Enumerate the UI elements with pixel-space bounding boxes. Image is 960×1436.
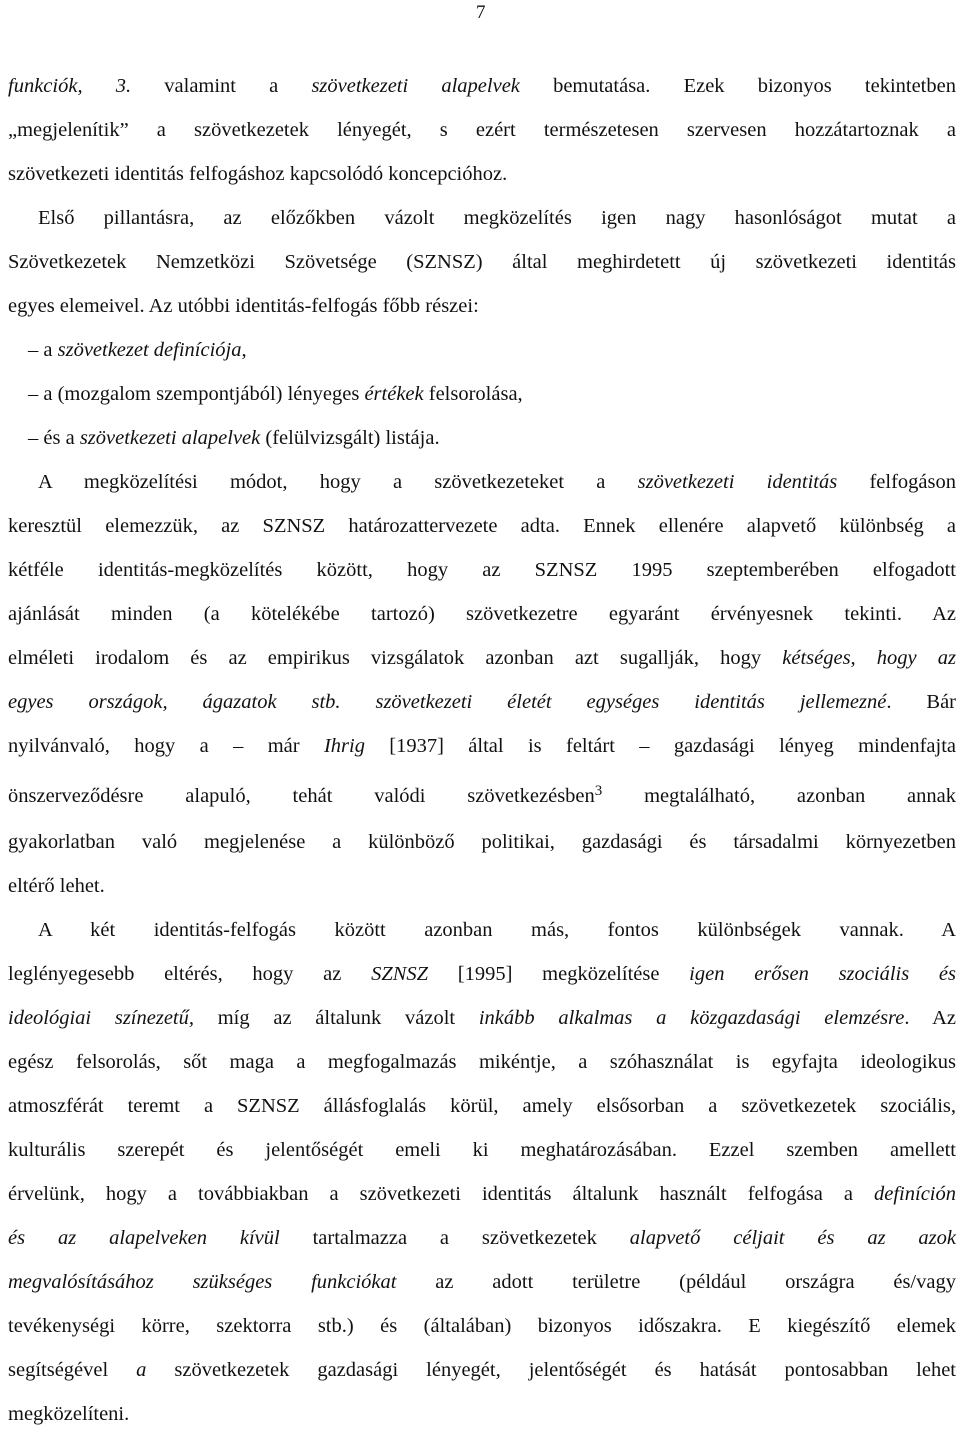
text-line: érvelünk, hogy a továbbiakban a szövetkezeti identitás általunk használt felfogása a definíción [8, 1183, 956, 1205]
text-line: A megközelítési módot, hogy a szövetkezeteket a szövetkezeti identitás felfogáson [38, 471, 956, 493]
text-line: ajánlását minden (a kötelékébe tartozó) szövetkezetre egyaránt érvényesnek tekinti. Az [8, 603, 956, 625]
text-line: segítségével a szövetkezetek gazdasági lényegét, jelentőségét és hatását pontosabban lehet [8, 1359, 956, 1381]
text-line: A két identitás-felfogás között azonban más, fontos különbségek vannak. A [38, 919, 956, 941]
text-line: önszerveződésre alapuló, tehát valódi szövetkezésben$^3$ megtalálható, azonban annak [8, 783, 956, 807]
text-line: egész felsorolás, sőt maga a megfogalmazás mikéntje, a szóhasználat is egyfajta ideologikus [8, 1051, 956, 1073]
text-line: Szövetkezetek Nemzetközi Szövetsége (SZNSZ) által meghirdetett új szövetkezeti identitás [8, 251, 956, 273]
text-line: keresztül elemezzük, az SZNSZ határozattervezete adta. Ennek ellenére alapvető különbség a [8, 515, 956, 537]
text-line: ideológiai színezetű, míg az általunk vázolt inkább alkalmas a közgazdasági elemzésre. Az [8, 1007, 956, 1029]
text-line: leglényegesebb eltérés, hogy az SZNSZ [1995] megközelítése igen erősen szociális és [8, 963, 956, 985]
text-line: atmoszférát teremt a SZNSZ állásfoglalás körül, amely elsősorban a szövetkezetek szociális, [8, 1095, 956, 1117]
list-item: – és a szövetkezeti alapelvek (felülvizsgált) listája. [28, 427, 440, 449]
text-line: funkciók, 3. valamint a szövetkezeti alapelvek bemutatása. Ezek bizonyos tekintetben [8, 75, 956, 97]
text-line: kétféle identitás-megközelítés között, hogy az SZNSZ 1995 szeptemberében elfogadott [8, 559, 956, 581]
text-line: és az alapelveken kívül tartalmazza a szövetkezetek alapvető céljait és az azok [8, 1227, 957, 1249]
text-line: megközelíteni. [8, 1403, 130, 1425]
text-line: kulturális szerepét és jelentőségét emeli ki meghatározásában. Ezzel szemben amellett [8, 1139, 956, 1161]
text-line: eltérő lehet. [8, 875, 105, 897]
document-body [8, 64, 956, 1436]
text-line: gyakorlatban való megjelenése a különböző politikai, gazdasági és társadalmi környezetben [8, 831, 956, 853]
text-line: megvalósításához szükséges funkciókat az adott területre (például országra és/vagy [8, 1271, 956, 1293]
text-line: Első pillantásra, az előzőkben vázolt megközelítés igen nagy hasonlóságot mutat a [38, 207, 956, 229]
page-number: 7 [476, 2, 486, 23]
text-line: szövetkezeti identitás felfogáshoz kapcsolódó koncepcióhoz. [8, 163, 508, 185]
text-line: egyes országok, ágazatok stb. szövetkezeti életét egységes identitás jellemezné. Bár [8, 691, 956, 713]
text-line: „megjelenítik” a szövetkezetek lényegét, s ezért természetesen szervesen hozzátartoznak a [8, 119, 956, 141]
text-line: elméleti irodalom és az empirikus vizsgálatok azonban azt sugallják, hogy kétséges, hogy az [8, 647, 956, 669]
text-line: nyilvánvaló, hogy a – már Ihrig [1937] által is feltárt – gazdasági lényeg mindenfajta [8, 735, 956, 757]
text-line: egyes elemeivel. Az utóbbi identitás-felfogás főbb részei: [8, 295, 479, 317]
footnote-ref: 3 [594, 783, 603, 799]
text-line: tevékenységi körre, szektorra stb.) és (általában) bizonyos időszakra. E kiegészítő elemek [8, 1315, 956, 1337]
list-item: – a szövetkezet definíciója, [28, 339, 247, 361]
list-item: – a (mozgalom szempontjából) lényeges értékek felsorolása, [28, 383, 523, 405]
